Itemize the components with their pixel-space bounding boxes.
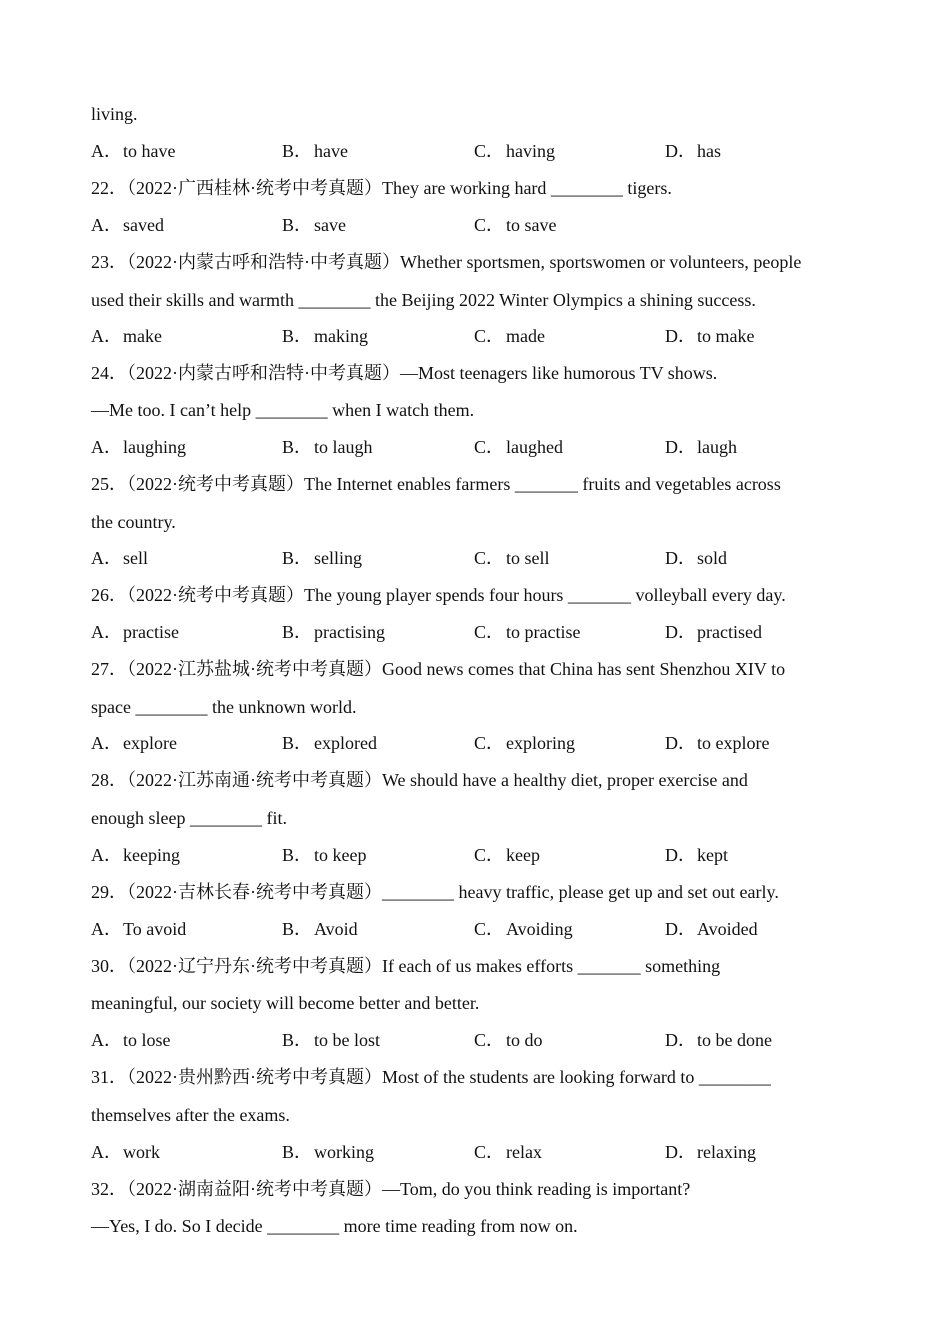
option-letter: D． <box>665 437 696 457</box>
option-letter: C． <box>474 622 505 642</box>
option-text: to explore <box>697 733 770 753</box>
option-text: has <box>697 141 721 161</box>
option-text: make <box>123 326 162 346</box>
option-text: to be done <box>697 1030 772 1050</box>
option-letter: B． <box>282 622 313 642</box>
option-letter: B． <box>282 437 313 457</box>
question-22: 22．（2022·广西桂林·统考中考真题）They are working hard ________ tigers. <box>91 178 672 198</box>
option-letter: C． <box>474 548 505 568</box>
text-line: —Yes, I do. So I decide ________ more time reading from now on. <box>91 1216 578 1236</box>
option-text: laughed <box>506 437 563 457</box>
option-d <box>665 731 769 755</box>
option-b <box>282 139 348 163</box>
question-23: 23．（2022·内蒙古呼和浩特·中考真题）Whether sportsmen, sportswomen or volunteers, people <box>91 252 802 272</box>
option-c <box>474 917 573 941</box>
option-c <box>474 435 563 459</box>
option-text: Avoid <box>314 919 358 939</box>
option-letter: B． <box>282 919 313 939</box>
option-letter: D． <box>665 141 696 161</box>
option-b <box>282 324 368 348</box>
option-text: have <box>314 141 348 161</box>
option-d <box>665 620 762 644</box>
option-b <box>282 1028 380 1052</box>
option-a <box>91 1140 160 1164</box>
option-d <box>665 1028 772 1052</box>
option-c <box>474 843 540 867</box>
option-text: to laugh <box>314 437 373 457</box>
option-letter: D． <box>665 548 696 568</box>
option-letter: C． <box>474 845 505 865</box>
text-line: themselves after the exams. <box>91 1105 290 1125</box>
option-text: to practise <box>506 622 581 642</box>
option-letter: D． <box>665 919 696 939</box>
option-a <box>91 1028 171 1052</box>
option-a <box>91 843 180 867</box>
option-text: making <box>314 326 368 346</box>
option-letter: B． <box>282 1142 313 1162</box>
option-text: to sell <box>506 548 550 568</box>
option-letter: B． <box>282 215 313 235</box>
option-b <box>282 620 385 644</box>
option-letter: B． <box>282 548 313 568</box>
option-a <box>91 620 179 644</box>
option-letter: A． <box>91 845 122 865</box>
option-text: kept <box>697 845 728 865</box>
option-letter: D． <box>665 845 696 865</box>
option-text: to keep <box>314 845 367 865</box>
text-line: —Me too. I can’t help ________ when I watch them. <box>91 400 475 420</box>
option-text: practise <box>123 622 179 642</box>
option-letter: C． <box>474 733 505 753</box>
option-letter: D． <box>665 1142 696 1162</box>
question-26: 26．（2022·统考中考真题）The young player spends four hours _______ volleyball every day. <box>91 585 786 605</box>
option-text: made <box>506 326 545 346</box>
option-text: to save <box>506 215 557 235</box>
option-text: laughing <box>123 437 186 457</box>
option-b <box>282 546 362 570</box>
option-c <box>474 1028 543 1052</box>
option-letter: A． <box>91 622 122 642</box>
option-text: saved <box>123 215 164 235</box>
option-text: sell <box>123 548 148 568</box>
option-d <box>665 139 721 163</box>
option-letter: B． <box>282 1030 313 1050</box>
option-b <box>282 213 346 237</box>
option-text: Avoided <box>697 919 758 939</box>
option-letter: A． <box>91 548 122 568</box>
option-letter: A． <box>91 1142 122 1162</box>
option-letter: D． <box>665 326 696 346</box>
text-line: the country. <box>91 512 176 532</box>
text-line: meaningful, our society will become better and better. <box>91 993 480 1013</box>
question-27: 27．（2022·江苏盐城·统考中考真题）Good news comes that China has sent Shenzhou XIV to <box>91 659 786 679</box>
text-line: used their skills and warmth ________ the Beijing 2022 Winter Olympics a shining success. <box>91 290 756 310</box>
text-line: living. <box>91 104 138 124</box>
option-text: having <box>506 141 555 161</box>
option-text: to lose <box>123 1030 171 1050</box>
option-d <box>665 435 737 459</box>
option-letter: B． <box>282 326 313 346</box>
option-letter: C． <box>474 1142 505 1162</box>
option-a <box>91 213 164 237</box>
option-d <box>665 1140 756 1164</box>
option-letter: D． <box>665 733 696 753</box>
question-24: 24．（2022·内蒙古呼和浩特·中考真题）—Most teenagers like humorous TV shows. <box>91 363 718 383</box>
option-letter: C． <box>474 919 505 939</box>
question-25: 25．（2022·统考中考真题）The Internet enables farmers _______ fruits and vegetables across <box>91 474 781 494</box>
option-letter: C． <box>474 215 505 235</box>
option-letter: C． <box>474 437 505 457</box>
option-text: relax <box>506 1142 542 1162</box>
option-c <box>474 1140 542 1164</box>
option-b <box>282 917 358 941</box>
option-text: explored <box>314 733 377 753</box>
option-a <box>91 731 177 755</box>
option-text: to have <box>123 141 176 161</box>
option-text: to be lost <box>314 1030 380 1050</box>
option-b <box>282 843 366 867</box>
option-text: practising <box>314 622 385 642</box>
option-a <box>91 324 162 348</box>
option-text: To avoid <box>123 919 187 939</box>
option-letter: A． <box>91 919 122 939</box>
option-c <box>474 213 556 237</box>
question-31: 31．（2022·贵州黔西·统考中考真题）Most of the students are looking forward to ________ <box>91 1067 771 1087</box>
option-letter: B． <box>282 733 313 753</box>
option-a <box>91 546 148 570</box>
option-text: to do <box>506 1030 543 1050</box>
option-letter: A． <box>91 326 122 346</box>
option-text: practised <box>697 622 762 642</box>
option-text: sold <box>697 548 728 568</box>
option-text: Avoiding <box>506 919 573 939</box>
question-32: 32．（2022·湖南益阳·统考中考真题）—Tom, do you think reading is important? <box>91 1179 691 1199</box>
option-letter: A． <box>91 215 122 235</box>
option-letter: A． <box>91 733 122 753</box>
option-letter: C． <box>474 1030 505 1050</box>
option-letter: A． <box>91 437 122 457</box>
option-d <box>665 917 758 941</box>
option-text: to make <box>697 326 755 346</box>
option-letter: D． <box>665 1030 696 1050</box>
option-text: work <box>123 1142 160 1162</box>
option-text: save <box>314 215 346 235</box>
text-line: space ________ the unknown world. <box>91 697 357 717</box>
option-b <box>282 731 377 755</box>
option-text: keeping <box>123 845 180 865</box>
question-29: 29．（2022·吉林长春·统考中考真题）________ heavy traffic, please get up and set out early. <box>91 882 779 902</box>
question-30: 30．（2022·辽宁丹东·统考中考真题）If each of us makes efforts _______ something <box>91 956 721 976</box>
option-b <box>282 435 373 459</box>
question-28: 28．（2022·江苏南通·统考中考真题）We should have a healthy diet, proper exercise and <box>91 770 748 790</box>
option-letter: D． <box>665 622 696 642</box>
option-letter: C． <box>474 326 505 346</box>
option-text: selling <box>314 548 362 568</box>
option-a <box>91 139 175 163</box>
option-letter: A． <box>91 1030 122 1050</box>
option-a <box>91 435 186 459</box>
option-letter: C． <box>474 141 505 161</box>
option-c <box>474 324 545 348</box>
option-d <box>665 324 754 348</box>
option-c <box>474 546 550 570</box>
option-text: explore <box>123 733 177 753</box>
option-letter: A． <box>91 141 122 161</box>
option-text: exploring <box>506 733 575 753</box>
option-a <box>91 917 186 941</box>
option-c <box>474 731 575 755</box>
option-c <box>474 139 555 163</box>
option-c <box>474 620 580 644</box>
text-line: enough sleep ________ fit. <box>91 808 287 828</box>
option-text: keep <box>506 845 540 865</box>
option-text: working <box>314 1142 374 1162</box>
option-letter: B． <box>282 141 313 161</box>
option-d <box>665 546 727 570</box>
option-text: relaxing <box>697 1142 756 1162</box>
option-b <box>282 1140 374 1164</box>
option-d <box>665 843 728 867</box>
option-letter: B． <box>282 845 313 865</box>
option-text: laugh <box>697 437 737 457</box>
